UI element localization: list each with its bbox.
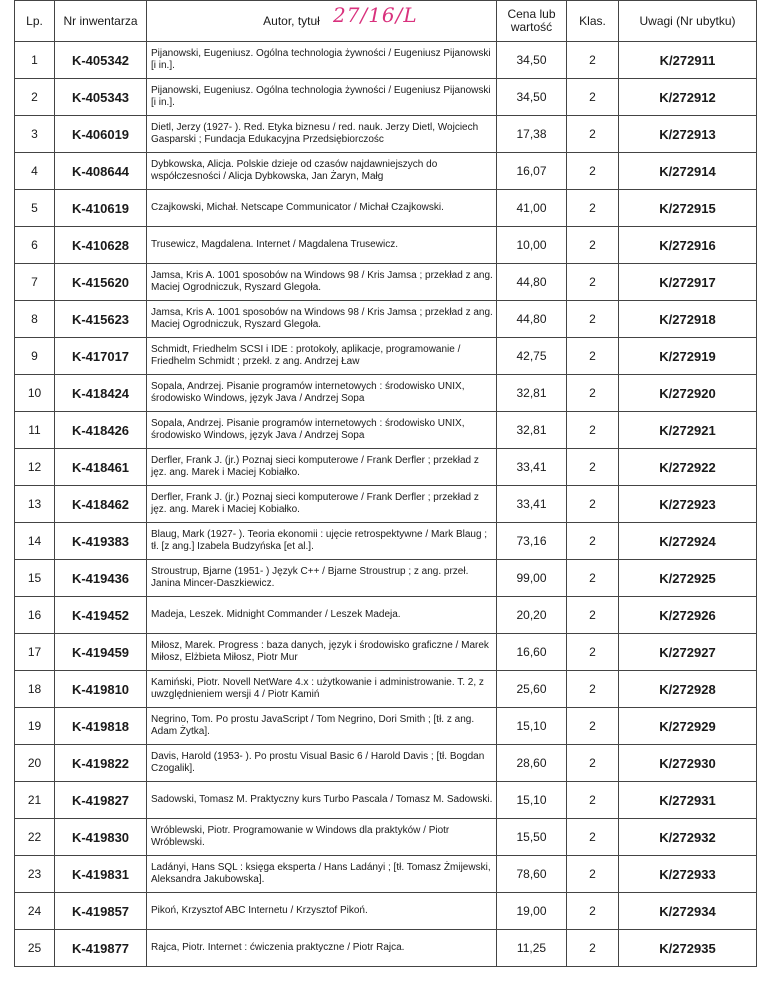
remarks-cell: K/272921 [619, 412, 757, 449]
inventory-number-cell: K-419459 [55, 634, 147, 671]
row-number-cell: 13 [15, 486, 55, 523]
table-row [15, 190, 757, 227]
class-cell: 2 [567, 412, 619, 449]
table-row [15, 745, 757, 782]
header-author-title [147, 1, 497, 42]
author-title-cell: Rajca, Piotr. Internet : ćwiczenia praktyczne / Piotr Rajca. [147, 930, 497, 967]
table-row [15, 412, 757, 449]
inventory-number-cell: K-419830 [55, 819, 147, 856]
inventory-number-cell: K-415623 [55, 301, 147, 338]
author-title-cell: Ladányi, Hans SQL : księga eksperta / Hans Ladányi ; [tł. Tomasz Żmijewski, Aleksandra Jakubowska]. [147, 856, 497, 893]
author-title-cell: Sadowski, Tomasz M. Praktyczny kurs Turbo Pascala / Tomasz M. Sadowski. [147, 782, 497, 819]
author-title-cell: Czajkowski, Michał. Netscape Communicator / Michał Czajkowski. [147, 190, 497, 227]
header-remarks: Uwagi (Nr ubytku) [619, 1, 757, 42]
header-inventory-number: Nr inwentarza [55, 1, 147, 42]
class-cell: 2 [567, 634, 619, 671]
table-row [15, 560, 757, 597]
remarks-cell: K/272923 [619, 486, 757, 523]
table-row [15, 634, 757, 671]
row-number-cell: 19 [15, 708, 55, 745]
price-cell: 15,10 [497, 708, 567, 745]
row-number-cell: 10 [15, 375, 55, 412]
price-cell: 11,25 [497, 930, 567, 967]
remarks-cell: K/272919 [619, 338, 757, 375]
class-cell: 2 [567, 671, 619, 708]
class-cell: 2 [567, 745, 619, 782]
row-number-cell: 15 [15, 560, 55, 597]
remarks-cell: K/272915 [619, 190, 757, 227]
remarks-cell: K/272912 [619, 79, 757, 116]
author-title-cell: Pikoń, Krzysztof ABC Internetu / Krzysztof Pikoń. [147, 893, 497, 930]
row-number-cell: 23 [15, 856, 55, 893]
inventory-number-cell: K-417017 [55, 338, 147, 375]
price-cell: 32,81 [497, 375, 567, 412]
table-row [15, 782, 757, 819]
inventory-number-cell: K-418461 [55, 449, 147, 486]
class-cell: 2 [567, 819, 619, 856]
author-title-cell: Jamsa, Kris A. 1001 sposobów na Windows 98 / Kris Jamsa ; przekład z ang. Maciej Ogrodniczuk, Ryszard Glegoła. [147, 301, 497, 338]
remarks-cell: K/272934 [619, 893, 757, 930]
class-cell: 2 [567, 930, 619, 967]
table-row [15, 708, 757, 745]
row-number-cell: 3 [15, 116, 55, 153]
row-number-cell: 4 [15, 153, 55, 190]
class-cell: 2 [567, 301, 619, 338]
author-title-cell: Kamiński, Piotr. Novell NetWare 4.x : użytkowanie i administrowanie. T. 2, z uwzględnieniem wersji 4 / Piotr Kamiń [147, 671, 497, 708]
row-number-cell: 20 [15, 745, 55, 782]
class-cell: 2 [567, 116, 619, 153]
remarks-cell: K/272918 [619, 301, 757, 338]
row-number-cell: 6 [15, 227, 55, 264]
author-title-cell: Pijanowski, Eugeniusz. Ogólna technologia żywności / Eugeniusz Pijanowski [i in.]. [147, 42, 497, 79]
remarks-cell: K/272924 [619, 523, 757, 560]
price-cell: 34,50 [497, 79, 567, 116]
class-cell: 2 [567, 227, 619, 264]
price-cell: 15,50 [497, 819, 567, 856]
header-author-label: Autor, tytuł [263, 13, 320, 28]
author-title-cell: Negrino, Tom. Po prostu JavaScript / Tom Negrino, Dori Smith ; [tł. z ang. Adam Żytka]. [147, 708, 497, 745]
inventory-number-cell: K-410619 [55, 190, 147, 227]
inventory-number-cell: K-418462 [55, 486, 147, 523]
class-cell: 2 [567, 560, 619, 597]
inventory-number-cell: K-419857 [55, 893, 147, 930]
price-cell: 20,20 [497, 597, 567, 634]
inventory-number-cell: K-418424 [55, 375, 147, 412]
inventory-number-cell: K-419436 [55, 560, 147, 597]
author-title-cell: Madeja, Leszek. Midnight Commander / Leszek Madeja. [147, 597, 497, 634]
remarks-cell: K/272926 [619, 597, 757, 634]
table-row [15, 893, 757, 930]
row-number-cell: 16 [15, 597, 55, 634]
price-cell: 17,38 [497, 116, 567, 153]
remarks-cell: K/272933 [619, 856, 757, 893]
table-row [15, 930, 757, 967]
remarks-cell: K/272928 [619, 671, 757, 708]
remarks-cell: K/272914 [619, 153, 757, 190]
inventory-number-cell: K-410628 [55, 227, 147, 264]
author-title-cell: Schmidt, Friedhelm SCSI i IDE : protokoły, aplikacje, programowanie / Friedhelm Schmidt ; przekł. z ang. Andrzej Ław [147, 338, 497, 375]
price-cell: 10,00 [497, 227, 567, 264]
class-cell: 2 [567, 338, 619, 375]
table-row [15, 523, 757, 560]
price-cell: 99,00 [497, 560, 567, 597]
row-number-cell: 14 [15, 523, 55, 560]
class-cell: 2 [567, 190, 619, 227]
table-row [15, 856, 757, 893]
row-number-cell: 5 [15, 190, 55, 227]
row-number-cell: 22 [15, 819, 55, 856]
class-cell: 2 [567, 486, 619, 523]
row-number-cell: 9 [15, 338, 55, 375]
class-cell: 2 [567, 42, 619, 79]
table-row [15, 338, 757, 375]
inventory-table [14, 0, 757, 967]
remarks-cell: K/272929 [619, 708, 757, 745]
header-lp: Lp. [15, 1, 55, 42]
price-cell: 33,41 [497, 449, 567, 486]
class-cell: 2 [567, 523, 619, 560]
price-cell: 44,80 [497, 264, 567, 301]
price-cell: 78,60 [497, 856, 567, 893]
price-cell: 34,50 [497, 42, 567, 79]
price-cell: 44,80 [497, 301, 567, 338]
remarks-cell: K/272935 [619, 930, 757, 967]
author-title-cell: Wróblewski, Piotr. Programowanie w Windows dla praktyków / Piotr Wróblewski. [147, 819, 497, 856]
price-cell: 42,75 [497, 338, 567, 375]
class-cell: 2 [567, 449, 619, 486]
class-cell: 2 [567, 153, 619, 190]
remarks-cell: K/272917 [619, 264, 757, 301]
table-row [15, 227, 757, 264]
table-row [15, 375, 757, 412]
remarks-cell: K/272925 [619, 560, 757, 597]
author-title-cell: Dietl, Jerzy (1927- ). Red. Etyka biznesu / red. nauk. Jerzy Dietl, Wojciech Gasparski ; Fundacja Edukacyjna Przedsiębiorczośc [147, 116, 497, 153]
inventory-number-cell: K-406019 [55, 116, 147, 153]
table-row [15, 486, 757, 523]
remarks-cell: K/272920 [619, 375, 757, 412]
inventory-number-cell: K-419810 [55, 671, 147, 708]
author-title-cell: Derfler, Frank J. (jr.) Poznaj sieci komputerowe / Frank Derfler ; przekład z jęz. ang. Marek i Maciej Kobiałko. [147, 486, 497, 523]
class-cell: 2 [567, 597, 619, 634]
row-number-cell: 12 [15, 449, 55, 486]
author-title-cell: Blaug, Mark (1927- ). Teoria ekonomii : ujęcie retrospektywne / Mark Blaug ; tł. [z ang.] Izabela Budzyńska [et al.]. [147, 523, 497, 560]
row-number-cell: 21 [15, 782, 55, 819]
price-cell: 32,81 [497, 412, 567, 449]
price-cell: 33,41 [497, 486, 567, 523]
row-number-cell: 8 [15, 301, 55, 338]
table-row [15, 597, 757, 634]
header-price: Cena lub wartość [497, 1, 567, 42]
remarks-cell: K/272930 [619, 745, 757, 782]
price-cell: 28,60 [497, 745, 567, 782]
class-cell: 2 [567, 893, 619, 930]
author-title-cell: Sopala, Andrzej. Pisanie programów internetowych : środowisko UNIX, środowisko Windows, język Java / Andrzej Sopa [147, 412, 497, 449]
author-title-cell: Sopala, Andrzej. Pisanie programów internetowych : środowisko UNIX, środowisko Windows, język Java / Andrzej Sopa [147, 375, 497, 412]
class-cell: 2 [567, 856, 619, 893]
author-title-cell: Jamsa, Kris A. 1001 sposobów na Windows 98 / Kris Jamsa ; przekład z ang. Maciej Ogrodniczuk, Ryszard Glegoła. [147, 264, 497, 301]
price-cell: 16,07 [497, 153, 567, 190]
table-row [15, 264, 757, 301]
inventory-number-cell: K-419383 [55, 523, 147, 560]
row-number-cell: 25 [15, 930, 55, 967]
table-row [15, 153, 757, 190]
price-cell: 41,00 [497, 190, 567, 227]
class-cell: 2 [567, 79, 619, 116]
author-title-cell: Davis, Harold (1953- ). Po prostu Visual Basic 6 / Harold Davis ; [tł. Bogdan Czogalik]. [147, 745, 497, 782]
class-cell: 2 [567, 708, 619, 745]
row-number-cell: 7 [15, 264, 55, 301]
remarks-cell: K/272922 [619, 449, 757, 486]
header-row [15, 1, 757, 42]
class-cell: 2 [567, 264, 619, 301]
author-title-cell: Pijanowski, Eugeniusz. Ogólna technologia żywności / Eugeniusz Pijanowski [i in.]. [147, 79, 497, 116]
remarks-cell: K/272916 [619, 227, 757, 264]
table-body [15, 42, 757, 967]
inventory-number-cell: K-415620 [55, 264, 147, 301]
inventory-number-cell: K-419827 [55, 782, 147, 819]
author-title-cell: Miłosz, Marek. Progress : baza danych, język i środowisko graficzne / Marek Miłosz, Elżbieta Miłosz, Piotr Mur [147, 634, 497, 671]
row-number-cell: 11 [15, 412, 55, 449]
remarks-cell: K/272913 [619, 116, 757, 153]
row-number-cell: 2 [15, 79, 55, 116]
price-cell: 25,60 [497, 671, 567, 708]
handwritten-note: 27/16/L [333, 3, 418, 27]
row-number-cell: 1 [15, 42, 55, 79]
inventory-number-cell: K-419452 [55, 597, 147, 634]
remarks-cell: K/272931 [619, 782, 757, 819]
author-title-cell: Stroustrup, Bjarne (1951- ) Język C++ / Bjarne Stroustrup ; z ang. przeł. Janina Mincer-Daszkiewicz. [147, 560, 497, 597]
table-row [15, 42, 757, 79]
inventory-number-cell: K-408644 [55, 153, 147, 190]
price-cell: 19,00 [497, 893, 567, 930]
header-class: Klas. [567, 1, 619, 42]
row-number-cell: 18 [15, 671, 55, 708]
table-row [15, 79, 757, 116]
price-cell: 73,16 [497, 523, 567, 560]
row-number-cell: 24 [15, 893, 55, 930]
price-cell: 16,60 [497, 634, 567, 671]
table-row [15, 301, 757, 338]
remarks-cell: K/272911 [619, 42, 757, 79]
author-title-cell: Dybkowska, Alicja. Polskie dzieje od czasów najdawniejszych do współczesności / Alicja Dybkowska, Jan Żaryn, Małg [147, 153, 497, 190]
inventory-number-cell: K-405342 [55, 42, 147, 79]
author-title-cell: Trusewicz, Magdalena. Internet / Magdalena Trusewicz. [147, 227, 497, 264]
inventory-number-cell: K-419822 [55, 745, 147, 782]
remarks-cell: K/272932 [619, 819, 757, 856]
table-row [15, 819, 757, 856]
inventory-number-cell: K-405343 [55, 79, 147, 116]
table-row [15, 116, 757, 153]
price-cell: 15,10 [497, 782, 567, 819]
remarks-cell: K/272927 [619, 634, 757, 671]
inventory-number-cell: K-419877 [55, 930, 147, 967]
author-title-cell: Derfler, Frank J. (jr.) Poznaj sieci komputerowe / Frank Derfler ; przekład z jęz. ang. Marek i Maciej Kobiałko. [147, 449, 497, 486]
row-number-cell: 17 [15, 634, 55, 671]
class-cell: 2 [567, 375, 619, 412]
inventory-number-cell: K-418426 [55, 412, 147, 449]
table-row [15, 671, 757, 708]
table-row [15, 449, 757, 486]
class-cell: 2 [567, 782, 619, 819]
inventory-number-cell: K-419818 [55, 708, 147, 745]
inventory-number-cell: K-419831 [55, 856, 147, 893]
